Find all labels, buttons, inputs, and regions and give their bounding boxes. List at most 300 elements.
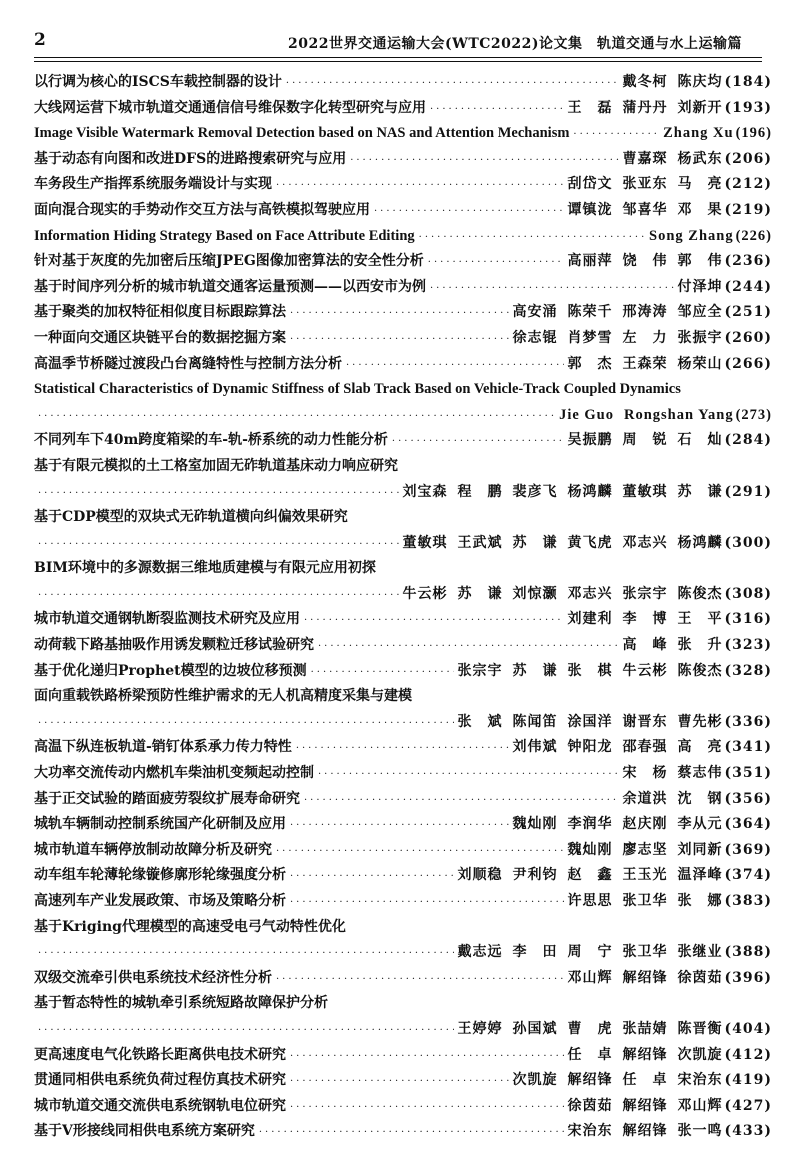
author-name: 杨鸿麟 [567,483,613,500]
page-ref: (323) [724,637,772,654]
leader-dots [38,583,399,608]
toc-entry-title[interactable]: 针对基于灰度的先加密后压缩JPEG图像加密算法的安全性分析 [34,253,424,270]
toc-entry-title[interactable]: 基于CDP模型的双块式无砟轨道横向纠偏效果研究 [34,509,348,526]
toc-entry-title[interactable]: 城市轨道交通钢轨断裂监测技术研究及应用 [34,611,300,628]
author-name: 温泽峰 [677,867,723,884]
author-name: 解绍锋 [622,1097,668,1114]
toc-entry-byline [568,889,772,915]
toc-entry-title[interactable]: 动车组车轮薄轮缘镟修廓形轮缘强度分析 [34,867,286,884]
toc-entry[interactable] [34,633,772,659]
toc-entry[interactable] [34,1068,772,1094]
page-ref: (341) [724,739,772,756]
toc-entry-byline-row[interactable] [34,1017,772,1043]
toc-entry-title[interactable]: BIM环境中的多源数据三维地质建模与有限元应用初探 [34,560,376,577]
author-name: 王婷婷 [457,1020,503,1037]
toc-entry[interactable] [34,96,772,122]
leader-dots [276,839,564,864]
toc-entry[interactable] [34,735,772,761]
author-name: 张继业 [677,944,723,961]
author-name: 王 磊 [567,99,613,116]
leader-dots [276,967,564,992]
author-name: 张喆婧 [622,1020,668,1037]
author-name: Zhang Xu [663,125,734,142]
author-name: 陈闻笛 [512,713,558,730]
page-ref: (196) [735,125,772,142]
author-name: 石 灿 [677,432,723,449]
author-name: 杨武东 [677,150,723,167]
page-ref: (396) [724,969,772,986]
page-ref: (364) [724,816,772,833]
toc-entry-byline [623,147,772,173]
leader-dots [311,660,454,685]
author-name: 李从元 [677,816,723,833]
toc-entry[interactable] [34,428,772,454]
toc-entry-title-row[interactable] [34,915,772,941]
toc-entry[interactable] [34,121,772,147]
toc-entry-byline [568,1043,772,1069]
author-name: 涂国洋 [567,713,613,730]
leader-dots [38,532,399,557]
leader-dots [276,173,564,198]
page-ref: (388) [724,944,772,961]
page-ref: (300) [724,534,772,551]
author-name: 张宗宇 [457,662,503,679]
leader-dots [290,813,509,838]
toc-entry-title[interactable]: 城市轨道交通交流供电系统钢轨电位研究 [34,1097,286,1114]
page-ref: (427) [724,1097,772,1114]
author-name: 邓志兴 [622,534,668,551]
page-ref: (226) [735,227,772,244]
toc-entry[interactable] [34,198,772,224]
author-name: 裴彦飞 [512,483,558,500]
author-name: 陈俊杰 [677,662,723,679]
leader-dots [38,941,454,966]
author-name: 李润华 [567,816,613,833]
author-name: 任 卓 [567,1046,613,1063]
author-name: 陈荣千 [567,304,613,321]
toc-entry-byline [568,966,772,992]
toc-entry-title[interactable]: 高温季节桥隧过渡段凸台离缝特性与控制方法分析 [34,355,342,372]
toc-entry-title-row[interactable] [34,454,772,480]
toc-entry-byline [649,224,772,250]
page-ref: (404) [724,1020,772,1037]
toc-entry[interactable] [34,812,772,838]
author-name: 张 棋 [567,662,613,679]
toc-entry-title[interactable]: 基于V形接线同相供电系统方案研究 [34,1123,255,1140]
page-ref: (212) [724,176,772,193]
author-name: 蒲丹丹 [622,99,668,116]
toc-entry-title[interactable]: 基于动态有向图和改进DFS的进路搜索研究与应用 [34,150,347,167]
author-name: 张 斌 [457,713,503,730]
author-name: 苏 谦 [512,662,558,679]
author-name: 张亚东 [622,176,668,193]
author-name: 张一鸣 [677,1123,723,1140]
page-ref: (356) [724,790,772,807]
author-name: 张振宇 [677,329,723,346]
toc-entry[interactable] [34,1094,772,1120]
leader-dots [290,301,509,326]
table-of-contents [34,70,772,1145]
leader-dots [346,353,564,378]
toc-entry-title[interactable]: 基于有限元模拟的土工格室加固无砟轨道基床动力响应研究 [34,457,398,474]
toc-entry-byline [663,121,772,147]
toc-entry-byline [513,1068,772,1094]
toc-entry-title[interactable]: Image Visible Watermark Removal Detection based on NAS and Attention Mechanism [34,125,570,142]
toc-entry[interactable] [34,147,772,173]
toc-entry-title[interactable]: 贯通同相供电系统负荷过程仿真技术研究 [34,1072,286,1089]
leader-dots [259,1120,564,1145]
toc-entry-title[interactable]: Information Hiding Strategy Based on Face Attribute Editing [34,227,415,244]
author-name: 刘顺稳 [457,867,503,884]
toc-entry-title[interactable]: 基于Kriging代理模型的高速受电弓气动特性优化 [34,918,346,935]
author-name: 王玉光 [622,867,668,884]
page-ref: (193) [724,99,772,116]
author-name: 苏 谦 [457,585,503,602]
toc-entry[interactable] [34,607,772,633]
author-name: 肖梦雪 [567,329,613,346]
toc-entry[interactable] [34,224,772,250]
leader-dots [38,711,454,736]
author-name: 刘伟斌 [512,739,558,756]
page-ref: (284) [724,432,772,449]
page-ref: (374) [724,867,772,884]
author-name: 吴振鹏 [567,432,613,449]
toc-entry-title[interactable]: Statistical Characteristics of Dynamic Stiffness of Slab Track Based on Vehicle-Track Coupled Dynamics [34,381,681,398]
toc-entry[interactable] [34,70,772,96]
leader-dots [290,890,564,915]
author-name: 王森荣 [622,355,668,372]
author-name: 次凯旋 [677,1046,723,1063]
toc-entry-byline [513,300,772,326]
page-number: 2 [34,30,46,50]
leader-dots [318,762,619,787]
page-ref: (260) [724,329,772,346]
leader-dots [374,199,564,224]
toc-entry[interactable] [34,1043,772,1069]
author-name: 解绍锋 [622,1046,668,1063]
author-name: 高 峰 [622,637,668,654]
author-name: 刘同新 [677,841,723,858]
page-ref: (433) [724,1123,772,1140]
leader-dots [296,736,509,761]
author-name: 任 卓 [622,1072,668,1089]
author-name: 张卫华 [622,893,668,909]
author-name: 邓志兴 [567,585,613,602]
page-ref: (184) [724,74,772,90]
toc-entry-byline [568,352,772,378]
toc-entry-byline [403,582,772,608]
toc-entry-title[interactable]: 车务段生产指挥系统服务端设计与实现 [34,176,272,193]
toc-entry-byline-row[interactable] [34,480,772,506]
toc-entry-byline [623,70,772,96]
toc-entry-byline-row[interactable] [34,531,772,557]
toc-entry-byline [568,838,772,864]
author-name: 郭 杰 [567,355,613,372]
author-name: 张 升 [677,637,723,654]
author-name: 王 平 [677,611,723,628]
toc-entry-title-row[interactable] [34,991,772,1017]
header-rule [34,57,762,62]
author-name: 郭 伟 [677,253,723,270]
leader-dots [290,864,454,889]
author-name: Song Zhang [649,227,734,244]
toc-entry-byline [568,1119,772,1145]
toc-entry[interactable] [34,787,772,813]
toc-entry[interactable] [34,300,772,326]
author-name: 尹利钧 [512,867,558,884]
leader-dots [290,327,509,352]
toc-entry[interactable] [34,659,772,685]
author-name: 饶 伟 [622,253,668,270]
page-ref: (383) [724,893,772,909]
toc-entry-title[interactable]: 面向混合现实的手势动作交互方法与高铁模拟驾驶应用 [34,201,370,218]
page-ref: (219) [724,201,772,218]
author-name: 董敏琪 [622,483,668,500]
toc-entry-title[interactable]: 高速列车产业发展政策、市场及策略分析 [34,893,286,909]
toc-entry-title[interactable]: 基于暂态特性的城轨牵引系统短路故障保护分析 [34,995,328,1012]
page-ref: (351) [724,765,772,782]
leader-dots [419,225,645,250]
leader-dots [290,1095,564,1120]
page-ref: (412) [724,1046,772,1063]
author-name: 刘建利 [567,611,613,628]
author-name: 谢晋东 [622,713,668,730]
leader-dots [290,1069,509,1094]
author-name: 刘新开 [677,99,723,116]
author-name: 牛云彬 [402,585,448,602]
author-name: 程 鹏 [457,483,503,500]
page-ref: (316) [724,611,772,628]
toc-entry-byline [458,940,772,966]
toc-entry-byline [568,249,772,275]
author-name: 曹 虎 [567,1020,613,1037]
author-name: 赵 鑫 [567,867,613,884]
author-name: 张卫华 [622,944,668,961]
toc-entry-title[interactable]: 基于优化递归Prophet模型的边坡位移预测 [34,662,307,679]
author-name: 付泽坤 [677,278,723,295]
author-name: 陈庆均 [677,74,723,90]
toc-entry-title[interactable]: 面向重载铁路桥梁预防性维护需求的无人机高精度采集与建模 [34,688,412,705]
author-name: 沈 钢 [677,790,723,807]
author-name: 魏灿刚 [567,841,613,858]
toc-entry-byline [513,812,772,838]
author-name: 戴冬柯 [622,74,668,90]
leader-dots [286,71,619,96]
author-name: 徐茵茹 [567,1097,613,1114]
toc-entry-byline [403,480,772,506]
author-name: 左 力 [622,329,668,346]
author-name: 宋治东 [567,1123,613,1140]
page-ref: (328) [724,662,772,679]
author-name: 孙国斌 [512,1020,558,1037]
leader-dots [304,788,619,813]
page-ref: (273) [735,406,772,423]
author-name: 马 亮 [677,176,723,193]
page-ref: (236) [724,253,772,270]
toc-entry-title[interactable]: 城轨车辆制动控制系统国产化研制及应用 [34,816,286,833]
toc-entry-title-row[interactable] [34,684,772,710]
toc-entry-title-row[interactable] [34,505,772,531]
leader-dots [38,481,399,506]
toc-entry-byline [568,172,772,198]
toc-entry[interactable] [34,966,772,992]
author-name: 邵春强 [622,739,668,756]
toc-entry-title[interactable]: 动荷载下路基抽吸作用诱发颗粒迁移试验研究 [34,637,314,654]
toc-entry-byline [623,633,772,659]
author-name: 李 田 [512,944,558,961]
toc-entry-byline [568,428,772,454]
author-name: 王武斌 [457,534,503,551]
toc-entry-byline [458,1017,772,1043]
author-name: 李 博 [622,611,668,628]
author-name: 曹先彬 [677,713,723,730]
page-ref: (266) [724,355,772,372]
page-ref: (308) [724,585,772,602]
author-name: 徐茵茹 [677,969,723,986]
author-name: 牛云彬 [622,662,668,679]
page-ref: (244) [724,278,772,295]
author-name: 宋 杨 [622,765,668,782]
author-name: 刘宝森 [402,483,448,500]
leader-dots [350,148,618,173]
toc-entry[interactable] [34,863,772,889]
author-name: 杨荣山 [677,355,723,372]
author-name: 刘惊灏 [512,585,558,602]
author-name: 周 宁 [567,944,613,961]
author-name: 余道洪 [622,790,668,807]
toc-entry-byline [559,403,772,429]
leader-dots [290,1044,564,1069]
author-name: 徐志锟 [512,329,558,346]
page-ref: (336) [724,713,772,730]
author-name: 解绍锋 [567,1072,613,1089]
author-name: 陈俊杰 [677,585,723,602]
author-name: 赵庆刚 [622,816,668,833]
toc-entry-byline [623,761,772,787]
author-name: Jie Guo [559,406,614,423]
author-name: 廖志坚 [622,841,668,858]
toc-entry-byline [513,326,772,352]
toc-entry-byline-row[interactable] [34,940,772,966]
author-name: 苏 谦 [677,483,723,500]
author-name: 董敏琪 [402,534,448,551]
toc-entry-title[interactable]: 基于时间序列分析的城市轨道交通客运量预测——以西安市为例 [34,278,426,295]
leader-dots [38,404,555,429]
toc-entry-title[interactable]: 双级交流牵引供电系统技术经济性分析 [34,969,272,986]
author-name: 周 锐 [622,432,668,449]
toc-entry-byline [458,710,772,736]
author-name: 高 亮 [677,739,723,756]
toc-entry-title[interactable]: 一种面向交通区块链平台的数据挖掘方案 [34,329,286,346]
author-name: 高丽萍 [567,253,613,270]
author-name: 解绍锋 [622,1123,668,1140]
page-ref: (206) [724,150,772,167]
toc-entry-byline-row[interactable] [34,403,772,429]
leader-dots [430,276,674,301]
author-name: 张宗宇 [622,585,668,602]
author-name: 谭镇泷 [567,201,613,218]
author-name: 杨鸿麟 [677,534,723,551]
leader-dots [318,634,619,659]
toc-entry[interactable] [34,352,772,378]
toc-entry-byline [623,787,772,813]
toc-entry-byline [568,1094,772,1120]
author-name: 邢涛涛 [622,304,668,321]
author-name: 蔡志伟 [677,765,723,782]
author-name: 刮岱文 [567,176,613,193]
toc-entry[interactable] [34,889,772,915]
author-name: 黄飞虎 [567,534,613,551]
author-name: 邓山辉 [567,969,613,986]
toc-entry[interactable] [34,1119,772,1145]
toc-entry[interactable] [34,326,772,352]
toc-entry-byline-row[interactable] [34,582,772,608]
toc-entry-byline-row[interactable] [34,710,772,736]
running-header [34,30,762,54]
leader-dots [38,1018,454,1043]
toc-entry-title-row[interactable] [34,556,772,582]
author-name: Rongshan Yang [624,406,734,423]
leader-dots [573,122,659,147]
page-ref: (419) [724,1072,772,1089]
author-name: 钟阳龙 [567,739,613,756]
author-name: 宋治东 [677,1072,723,1089]
page-ref: (251) [724,304,772,321]
header-title: 2022世界交通运输大会(WTC2022)论文集 轨道交通与水上运输篇 [288,36,742,52]
toc-entry-title[interactable]: 基于聚类的加权特征相似度目标跟踪算法 [34,304,286,321]
toc-entry-title[interactable]: 更高速度电气化铁路长距离供电技术研究 [34,1046,286,1063]
toc-entry[interactable] [34,249,772,275]
toc-entry-title[interactable]: 不同列车下40m跨度箱梁的车-轨-桥系统的动力性能分析 [34,432,388,449]
author-name: 邓山辉 [677,1097,723,1114]
toc-entry-title[interactable]: 高温下纵连板轨道-销钉体系承力传力特性 [34,739,292,756]
page-ref: (369) [724,841,772,858]
toc-entry-title[interactable]: 城市轨道车辆停放制动故障分析及研究 [34,841,272,858]
author-name: 解绍锋 [622,969,668,986]
toc-entry-byline [678,275,772,301]
author-name: 邹应全 [677,304,723,321]
toc-entry-title-row[interactable] [34,377,772,403]
toc-entry[interactable] [34,838,772,864]
toc-entry-title[interactable]: 大功率交流传动内燃机车柴油机变频起动控制 [34,765,314,782]
author-name: 魏灿刚 [512,816,558,833]
toc-entry[interactable] [34,172,772,198]
author-name: 许思思 [567,893,613,909]
toc-entry[interactable] [34,761,772,787]
toc-entry-byline [403,531,772,557]
author-name: 高安涌 [512,304,558,321]
toc-entry-title[interactable]: 基于正交试验的踏面疲劳裂纹扩展寿命研究 [34,790,300,807]
author-name: 张 娜 [677,893,723,909]
toc-entry-byline [458,659,772,685]
leader-dots [428,250,564,275]
author-name: 次凯旋 [512,1072,558,1089]
toc-entry-byline [568,96,772,122]
toc-entry-byline [568,198,772,224]
toc-entry-title[interactable]: 大线网运营下城市轨道交通通信信号维保数字化转型研究与应用 [34,99,426,116]
page-ref: (291) [724,483,772,500]
leader-dots [392,429,564,454]
toc-entry-byline [458,863,772,889]
author-name: 苏 谦 [512,534,558,551]
leader-dots [430,97,564,122]
toc-entry[interactable] [34,275,772,301]
toc-entry-byline [568,607,772,633]
toc-entry-title[interactable]: 以行调为核心的ISCS车载控制器的设计 [34,74,282,90]
leader-dots [304,608,564,633]
toc-entry-byline [513,735,772,761]
author-name: 邹喜华 [622,201,668,218]
